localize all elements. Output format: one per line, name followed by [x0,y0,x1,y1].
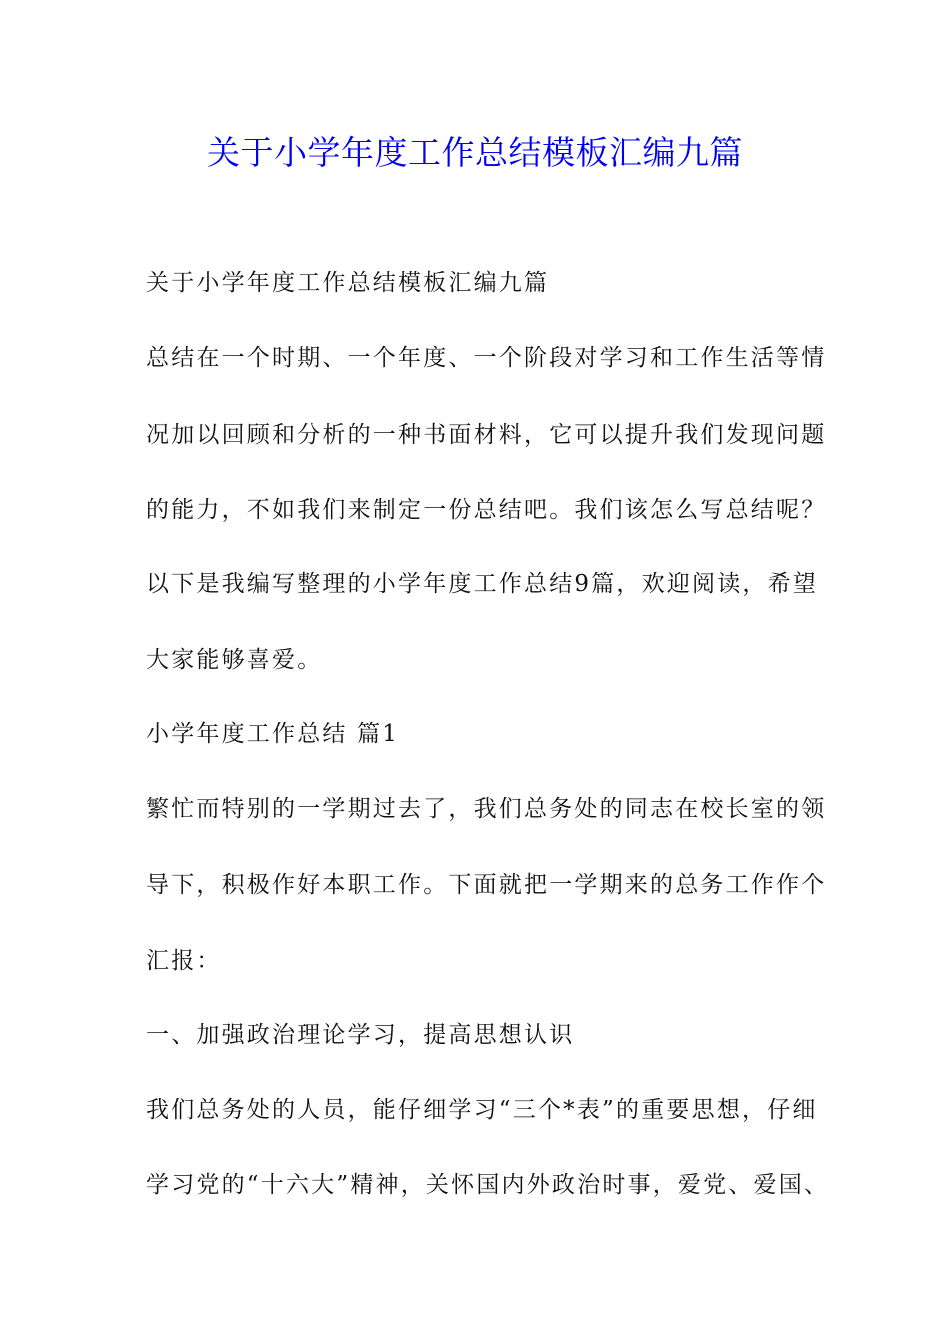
paragraph-line: 导下，积极作好本职工作。下面就把一学期来的总务工作作个 [146,872,827,898]
paragraph-line: 学习党的“十六大”精神，关怀国内外政治时事，爱党、爱国、 [146,1172,830,1198]
paragraph-line: 以下是我编写整理的小学年度工作总结9篇，欢迎阅读，希望 [146,571,819,597]
paragraph-line: 况加以回顾和分析的一种书面材料，它可以提升我们发现问题 [146,422,827,448]
paragraph-line: 汇报： [146,948,222,974]
paragraph-line: 的能力，不如我们来制定一份总结吧。我们该怎么写总结呢？ [146,497,827,523]
paragraph-line: 繁忙而特别的一学期过去了，我们总务处的同志在校长室的领 [146,796,827,822]
section-heading: 小学年度工作总结 篇1 [146,721,400,747]
paragraph-line: 大家能够喜爱。 [146,647,323,673]
paragraph-line: 总结在一个时期、一个年度、一个阶段对学习和工作生活等情 [146,345,827,371]
subsection-heading: 一、加强政治理论学习，提高思想认识 [146,1022,575,1048]
document-title: 关于小学年度工作总结模板汇编九篇 [207,133,743,172]
paragraph-line: 我们总务处的人员，能仔细学习“三个*表”的重要思想，仔细 [146,1097,818,1123]
subtitle-line: 关于小学年度工作总结模板汇编九篇 [146,270,550,296]
